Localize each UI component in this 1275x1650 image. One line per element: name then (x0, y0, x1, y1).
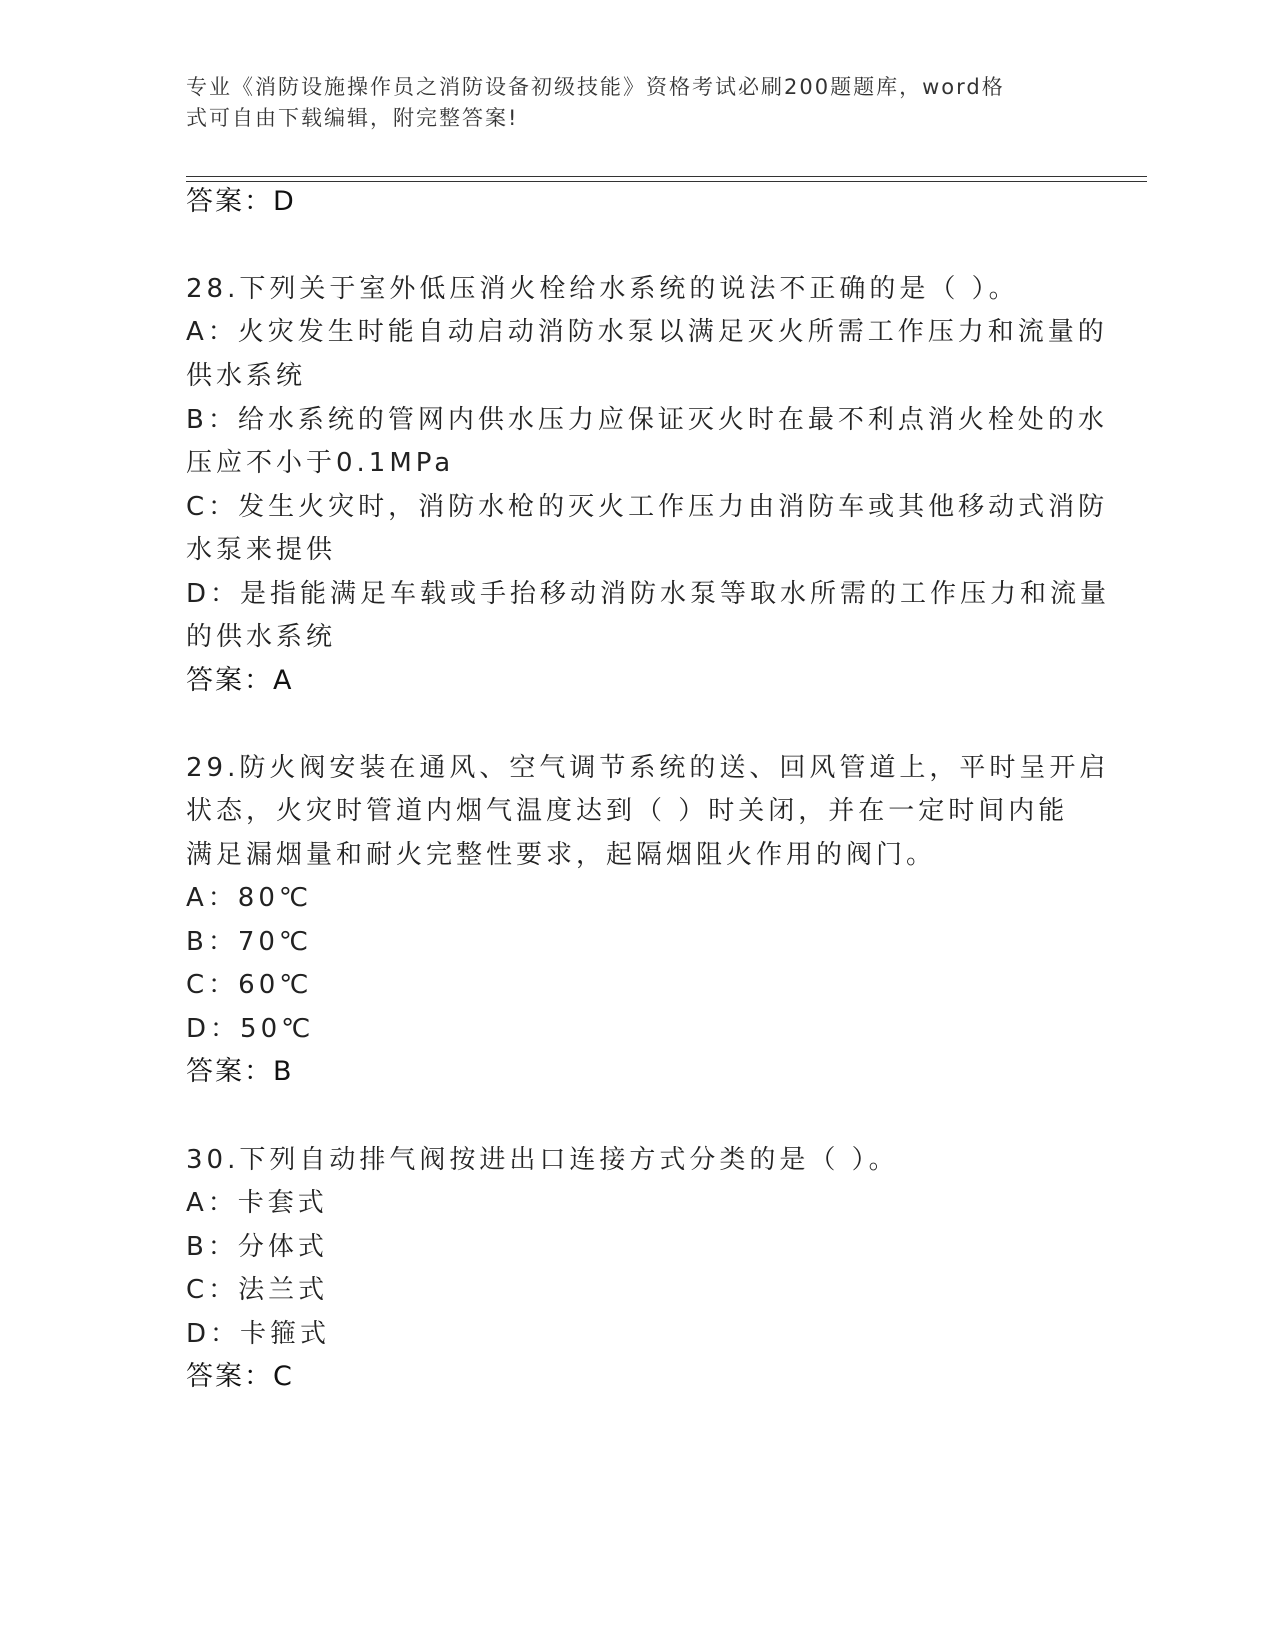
header-line-1: 专业《消防设施操作员之消防设备初级技能》资格考试必刷200题题库，word格 (186, 75, 1005, 99)
option-28-d-line-1: D：是指能满足车载或手抬移动消防水泵等取水所需的工作压力和流量 (186, 579, 1111, 609)
option-28-c-line-2: 水泵来提供 (186, 535, 337, 565)
option-29-a: A：80℃ (186, 883, 313, 913)
option-29-c: C：60℃ (186, 970, 313, 1000)
answer-label: 答案：D (186, 186, 296, 217)
option-28-c-line-1: C：发生火灾时，消防水枪的灭火工作压力由消防车或其他移动式消防 (186, 492, 1109, 522)
option-28-d-line-2: 的供水系统 (186, 622, 337, 652)
option-30-c: C：法兰式 (186, 1275, 329, 1305)
option-28-a-line-2: 供水系统 (186, 361, 307, 391)
option-28-a-line-1: A：火灾发生时能自动启动消防水泵以满足灭火所需工作压力和流量的 (186, 317, 1108, 347)
answer-30: 答案：C (186, 1361, 294, 1392)
document-header (186, 72, 1066, 134)
question-30-stem: 30.下列自动排气阀按进出口连接方式分类的是（ ）。 (186, 1145, 899, 1175)
option-29-d: D：50℃ (186, 1014, 315, 1044)
header-line-2: 式可自由下载编辑，附完整答案! (186, 106, 519, 130)
question-29-stem-line-3: 满足漏烟量和耐火完整性要求，起隔烟阻火作用的阀门。 (186, 840, 937, 870)
option-28-b-line-1: B：给水系统的管网内供水压力应保证灭火时在最不利点消火栓处的水 (186, 405, 1108, 435)
option-30-d: D：卡箍式 (186, 1319, 331, 1349)
header-divider-bottom (186, 181, 1147, 182)
header-divider-top (186, 176, 1147, 177)
answer-28: 答案：A (186, 665, 294, 696)
answer-29: 答案：B (186, 1056, 294, 1087)
option-28-b-line-2: 压应不小于0.1MPa (186, 448, 455, 478)
option-29-b: B：70℃ (186, 927, 313, 957)
question-28-stem: 28.下列关于室外低压消火栓给水系统的说法不正确的是（ ）。 (186, 274, 1019, 304)
question-29-stem-line-1: 29.防火阀安装在通风、空气调节系统的送、回风管道上，平时呈开启 (186, 753, 1110, 783)
option-30-b: B：分体式 (186, 1232, 328, 1262)
question-29-stem-line-2: 状态，火灾时管道内烟气温度达到（ ）时关闭，并在一定时间内能 (186, 796, 1069, 826)
option-30-a: A：卡套式 (186, 1188, 328, 1218)
